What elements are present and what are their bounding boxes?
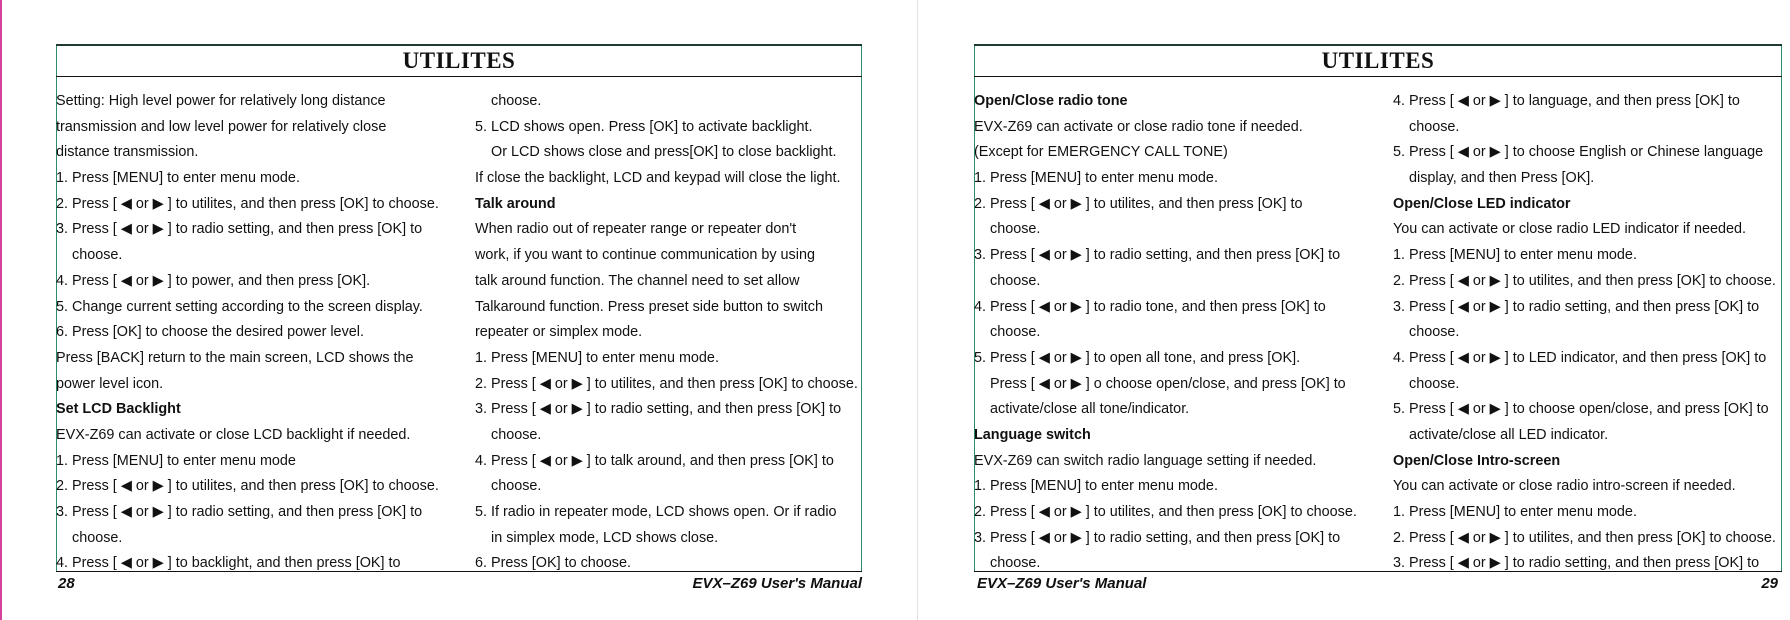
- page-left: [56, 0, 862, 620]
- footer-manual-title: EVX–Z69 User's Manual: [692, 575, 862, 592]
- text-line: 3. Press [ ◀ or ▶ ] to radio setting, and then press [OK] to: [56, 221, 423, 238]
- text-line: power level icon.: [56, 375, 164, 392]
- text-line: choose.: [990, 555, 1041, 572]
- page-number: 29: [1761, 575, 1778, 592]
- section-heading: Set LCD Backlight: [56, 401, 181, 418]
- footer-manual-title: EVX–Z69 User's Manual: [977, 575, 1147, 592]
- text-column-2: [1393, 89, 1785, 577]
- page-title: UTILITES: [1321, 48, 1435, 73]
- text-line: repeater or simplex mode.: [475, 324, 643, 341]
- text-line: 5. Change current setting according to the screen display.: [56, 298, 423, 315]
- text-line: 4. Press [ ◀ or ▶ ] to backlight, and then press [OK] to: [56, 555, 401, 572]
- text-line: choose.: [491, 93, 542, 109]
- text-column-2: [475, 89, 865, 577]
- text-line: choose.: [990, 221, 1041, 238]
- text-line: activate/close all LED indicator.: [1409, 426, 1609, 443]
- text-line: choose.: [491, 478, 542, 495]
- text-line: 2. Press [ ◀ or ▶ ] to utilites, and then press [OK] to choose.: [1393, 529, 1776, 546]
- text-line: Talkaround function. Press preset side button to switch: [475, 298, 823, 315]
- text-line: 5. Press [ ◀ or ▶ ] to choose English or Chinese language: [1393, 144, 1764, 161]
- text-line: talk around function. The channel need to set allow: [475, 272, 800, 289]
- section-heading: Talk around: [475, 195, 556, 212]
- text-line: display, and then Press [OK].: [1409, 170, 1595, 187]
- text-line: EVX-Z69 can activate or close radio tone if needed.: [974, 118, 1303, 135]
- text-line: 3. Press [ ◀ or ▶ ] to radio setting, and then press [OK] to: [974, 247, 1341, 264]
- text-line: You can activate or close radio LED indicator if needed.: [1393, 221, 1747, 238]
- text-line: 5. LCD shows open. Press [OK] to activate backlight.: [475, 118, 813, 135]
- text-line: 2. Press [ ◀ or ▶ ] to utilites, and then press [OK] to choose.: [56, 478, 439, 495]
- text-line: 6. Press [OK] to choose.: [475, 555, 631, 572]
- text-line: choose.: [1409, 118, 1460, 135]
- text-line: 5. If radio in repeater mode, LCD shows open. Or if radio: [475, 504, 837, 520]
- text-line: 1. Press [MENU] to enter menu mode.: [974, 170, 1218, 187]
- text-line: 2. Press [ ◀ or ▶ ] to utilites, and then press [OK] to choose.: [475, 375, 858, 392]
- text-line: choose.: [491, 426, 542, 443]
- text-line: 2. Press [ ◀ or ▶ ] to utilites, and then press [OK] to: [974, 195, 1303, 212]
- text-line: 4. Press [ ◀ or ▶ ] to radio tone, and then press [OK] to: [974, 298, 1326, 315]
- page-gutter: [917, 0, 918, 620]
- section-heading: Language switch: [974, 426, 1091, 443]
- page-number: 28: [58, 575, 75, 592]
- text-line: activate/close all tone/indicator.: [990, 401, 1190, 418]
- title-rule: [974, 76, 1782, 77]
- text-line: 6. Press [OK] to choose the desired power level.: [56, 324, 364, 341]
- text-line: 1. Press [MENU] to enter menu mode.: [56, 170, 300, 187]
- text-line: 2. Press [ ◀ or ▶ ] to utilites, and then press [OK] to choose.: [1393, 272, 1776, 289]
- text-line: Press [BACK] return to the main screen, LCD shows the: [56, 349, 414, 366]
- text-line: work, if you want to continue communication by using: [475, 247, 815, 264]
- text-line: Or LCD shows close and press[OK] to close backlight.: [491, 144, 837, 161]
- text-line: 3. Press [ ◀ or ▶ ] to radio setting, and then press [OK] to: [475, 401, 842, 418]
- text-line: 2. Press [ ◀ or ▶ ] to utilites, and then press [OK] to choose.: [974, 504, 1357, 520]
- text-column-1: [56, 89, 461, 577]
- page-right: [974, 0, 1782, 620]
- text-line: 3. Press [ ◀ or ▶ ] to radio setting, and then press [OK] to: [1393, 555, 1760, 572]
- text-line: 3. Press [ ◀ or ▶ ] to radio setting, and then press [OK] to: [56, 504, 423, 520]
- text-line: in simplex mode, LCD shows close.: [491, 529, 719, 546]
- text-line: You can activate or close radio intro-screen if needed.: [1393, 478, 1736, 495]
- section-heading: Open/Close LED indicator: [1393, 195, 1571, 212]
- text-line: Setting: High level power for relatively long distance: [56, 93, 386, 109]
- footer-rule: [56, 571, 862, 572]
- section-heading: Open/Close Intro-screen: [1393, 452, 1561, 469]
- text-line: If close the backlight, LCD and keypad will close the light.: [475, 170, 841, 187]
- text-line: 1. Press [MENU] to enter menu mode.: [974, 478, 1218, 495]
- text-line: 4. Press [ ◀ or ▶ ] to language, and then press [OK] to: [1393, 93, 1740, 109]
- footer-rule: [974, 571, 1782, 572]
- section-heading: Open/Close radio tone: [974, 93, 1128, 109]
- text-line: When radio out of repeater range or repeater don't: [475, 221, 797, 238]
- text-line: choose.: [990, 272, 1041, 289]
- text-line: choose.: [72, 529, 123, 546]
- text-line: (Except for EMERGENCY CALL TONE): [974, 144, 1228, 161]
- document-edge: [0, 0, 2, 620]
- text-line: 4. Press [ ◀ or ▶ ] to power, and then press [OK].: [56, 272, 371, 289]
- text-line: 1. Press [MENU] to enter menu mode: [56, 452, 296, 469]
- text-line: 5. Press [ ◀ or ▶ ] to open all tone, and press [OK].: [974, 349, 1301, 366]
- text-line: 5. Press [ ◀ or ▶ ] to choose open/close, and press [OK] to: [1393, 401, 1769, 418]
- text-line: EVX-Z69 can switch radio language setting if needed.: [974, 452, 1317, 469]
- page-title: UTILITES: [402, 48, 516, 73]
- text-line: 2. Press [ ◀ or ▶ ] to utilites, and then press [OK] to choose.: [56, 195, 439, 212]
- text-line: choose.: [990, 324, 1041, 341]
- text-line: choose.: [1409, 324, 1460, 341]
- text-line: EVX-Z69 can activate or close LCD backlight if needed.: [56, 426, 411, 443]
- text-column-1: [974, 89, 1379, 577]
- text-line: 3. Press [ ◀ or ▶ ] to radio setting, and then press [OK] to: [974, 529, 1341, 546]
- title-rule: [56, 76, 862, 77]
- text-line: 4. Press [ ◀ or ▶ ] to LED indicator, and then press [OK] to: [1393, 349, 1767, 366]
- text-line: transmission and low level power for relatively close: [56, 118, 387, 135]
- text-line: choose.: [1409, 375, 1460, 392]
- text-line: choose.: [72, 247, 123, 264]
- text-line: 3. Press [ ◀ or ▶ ] to radio setting, and then press [OK] to: [1393, 298, 1760, 315]
- text-line: 1. Press [MENU] to enter menu mode.: [1393, 247, 1637, 264]
- text-line: 1. Press [MENU] to enter menu mode.: [1393, 504, 1637, 520]
- text-line: 4. Press [ ◀ or ▶ ] to talk around, and then press [OK] to: [475, 452, 834, 469]
- text-line: Press [ ◀ or ▶ ] o choose open/close, and press [OK] to: [990, 375, 1346, 392]
- text-line: 1. Press [MENU] to enter menu mode.: [475, 349, 719, 366]
- text-line: distance transmission.: [56, 144, 199, 161]
